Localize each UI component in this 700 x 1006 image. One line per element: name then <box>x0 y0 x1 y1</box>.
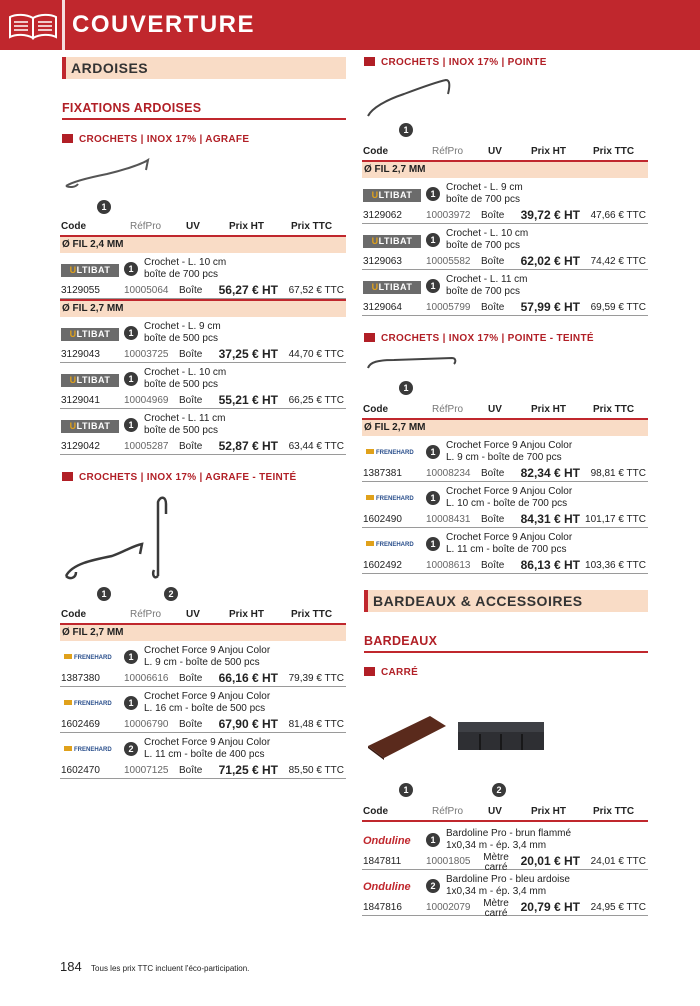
category-crochets-pointe: CROCHETS | INOX 17% | POINTE <box>364 57 547 68</box>
price-ht: 86,13 € HT <box>520 558 580 572</box>
product-image-number: 1 <box>124 372 138 386</box>
product-description: Crochet Force 9 Anjou Color L. 11 cm - boîte de 700 pcs <box>446 532 573 555</box>
product-image-number: 2 <box>426 879 440 893</box>
product-ref: 10005287 <box>124 441 169 452</box>
onduline-logo: Onduline <box>363 835 411 847</box>
product-description: Crochet - L. 9 cm boîte de 500 pcs <box>144 321 221 344</box>
product-image-number: 1 <box>426 491 440 505</box>
product-table <box>60 221 346 455</box>
category-crochets-agrafe-teinte: CROCHETS | INOX 17% | AGRAFE - TEINTÉ <box>62 472 296 483</box>
product-unit: Boîte <box>179 285 203 296</box>
image-badge: 2 <box>492 783 506 797</box>
page-footer <box>60 959 249 974</box>
price-ht: 62,02 € HT <box>520 254 580 268</box>
product-unit: Boîte <box>179 719 203 730</box>
diameter-band: Ø FIL 2,7 MM <box>362 418 648 436</box>
price-ttc: 24,01 € TTC <box>590 856 646 867</box>
table-row <box>362 436 648 482</box>
table-row <box>60 687 346 733</box>
image-badge: 2 <box>164 587 178 601</box>
ultibat-logo: ULTIBAT <box>61 264 119 277</box>
price-ht: 37,25 € HT <box>218 347 278 361</box>
product-code: 3129062 <box>363 210 402 221</box>
price-ht: 57,99 € HT <box>520 300 580 314</box>
price-ht: 84,31 € HT <box>520 512 580 526</box>
frenehard-logo: FRENEHARD <box>61 652 119 665</box>
product-ref: 10008234 <box>426 468 471 479</box>
price-ttc: 66,25 € TTC <box>288 395 344 406</box>
shingle-bleu-image <box>456 718 546 754</box>
table-row <box>60 363 346 409</box>
diameter-band: Ø FIL 2,7 MM <box>60 299 346 317</box>
product-image-number: 1 <box>426 279 440 293</box>
product-code: 3129041 <box>61 395 100 406</box>
page-title: COUVERTURE <box>72 11 256 38</box>
image-badge: 1 <box>399 123 413 137</box>
price-ht: 20,01 € HT <box>520 854 580 868</box>
product-image-number: 2 <box>124 742 138 756</box>
product-description: Bardoline Pro - brun flammé 1x0,34 m - ép. 3,4 mm <box>446 828 572 851</box>
product-image-number: 1 <box>426 445 440 459</box>
product-ref: 10001805 <box>426 856 471 867</box>
shingle-brun-image <box>364 714 448 760</box>
product-unit: Boîte <box>179 349 203 360</box>
product-unit: Mètre carré <box>483 852 509 873</box>
product-description: Crochet Force 9 Anjou Color L. 10 cm - boîte de 700 pcs <box>446 486 573 509</box>
price-ttc: 98,81 € TTC <box>590 468 646 479</box>
product-code: 1602492 <box>363 560 402 571</box>
table-header: Code RéfPro UV Prix HT Prix TTC <box>61 221 333 232</box>
price-ttc: 103,36 € TTC <box>585 560 646 571</box>
price-ht: 67,90 € HT <box>218 717 278 731</box>
ultibat-logo: ULTIBAT <box>363 189 421 202</box>
product-ref: 10007125 <box>124 765 169 776</box>
product-code: 1602469 <box>61 719 100 730</box>
category-crochets-agrafe: CROCHETS | INOX 17% | AGRAFE <box>62 134 249 145</box>
product-ref: 10008431 <box>426 514 471 525</box>
product-image-number: 1 <box>124 418 138 432</box>
table-header: Code RéfPro UV Prix HT Prix TTC <box>363 146 635 157</box>
ultibat-logo: ULTIBAT <box>363 235 421 248</box>
product-code: 3129063 <box>363 256 402 267</box>
table-row <box>362 270 648 316</box>
image-badge: 1 <box>97 587 111 601</box>
subsection-bardeaux: BARDEAUX <box>364 634 438 648</box>
product-description: Crochet - L. 10 cm boîte de 500 pcs <box>144 367 227 390</box>
product-image-number: 1 <box>426 833 440 847</box>
price-ttc: 74,42 € TTC <box>590 256 646 267</box>
price-ttc: 85,50 € TTC <box>288 765 344 776</box>
price-ht: 39,72 € HT <box>520 208 580 222</box>
table-header: Code RéfPro UV Prix HT Prix TTC <box>363 806 635 817</box>
product-unit: Boîte <box>179 395 203 406</box>
diameter-band: Ø FIL 2,7 MM <box>60 623 346 641</box>
category-crochets-pointe-teinte: CROCHETS | INOX 17% | POINTE - TEINTÉ <box>364 333 594 344</box>
price-ttc: 47,66 € TTC <box>590 210 646 221</box>
product-table <box>362 806 648 919</box>
table-row <box>60 253 346 299</box>
product-ref: 10003972 <box>426 210 471 221</box>
product-code: 3129064 <box>363 302 402 313</box>
product-ref: 10004969 <box>124 395 169 406</box>
product-unit: Boîte <box>481 468 505 479</box>
product-image-number: 1 <box>124 262 138 276</box>
product-description: Crochet Force 9 Anjou Color L. 9 cm - boîte de 500 pcs <box>144 645 271 668</box>
product-code: 1602470 <box>61 765 100 776</box>
product-unit: Boîte <box>481 302 505 313</box>
price-ht: 55,21 € HT <box>218 393 278 407</box>
table-row <box>362 824 648 873</box>
product-unit: Boîte <box>179 441 203 452</box>
price-ttc: 24,95 € TTC <box>590 902 646 913</box>
table-row <box>362 528 648 574</box>
product-description: Crochet Force 9 Anjou Color L. 9 cm - boîte de 700 pcs <box>446 440 573 463</box>
product-unit: Boîte <box>481 210 505 221</box>
product-description: Crochet - L. 11 cm boîte de 500 pcs <box>144 413 226 436</box>
product-ref: 10005064 <box>124 285 169 296</box>
price-ht: 82,34 € HT <box>520 466 580 480</box>
product-ref: 10006790 <box>124 719 169 730</box>
ultibat-logo: ULTIBAT <box>61 420 119 433</box>
product-table <box>60 609 346 779</box>
product-unit: Boîte <box>481 514 505 525</box>
product-unit: Boîte <box>481 560 505 571</box>
product-code: 1847816 <box>363 902 402 913</box>
image-badge: 1 <box>97 200 111 214</box>
price-ttc: 81,48 € TTC <box>288 719 344 730</box>
table-row <box>60 641 346 687</box>
section-ardoises: ARDOISES <box>62 57 346 79</box>
frenehard-logo: FRENEHARD <box>363 493 421 506</box>
product-table <box>362 146 648 316</box>
ultibat-logo: ULTIBAT <box>363 281 421 294</box>
price-ttc: 79,39 € TTC <box>288 673 344 684</box>
price-ttc: 69,59 € TTC <box>590 302 646 313</box>
price-ht: 20,79 € HT <box>520 900 580 914</box>
table-row <box>60 409 346 455</box>
product-image-number: 1 <box>426 187 440 201</box>
product-ref: 10005582 <box>426 256 471 267</box>
page-number: 184 <box>60 959 82 974</box>
product-code: 3129055 <box>61 285 100 296</box>
product-ref: 10003725 <box>124 349 169 360</box>
price-ht: 66,16 € HT <box>218 671 278 685</box>
product-unit: Boîte <box>179 673 203 684</box>
product-code: 3129043 <box>61 349 100 360</box>
product-code: 1602490 <box>363 514 402 525</box>
page-header <box>0 0 700 50</box>
ultibat-logo: ULTIBAT <box>61 328 119 341</box>
price-ht: 56,27 € HT <box>218 283 278 297</box>
hook-pointe-teinte-image <box>364 352 460 374</box>
product-description: Crochet Force 9 Anjou Color L. 16 cm - boîte de 500 pcs <box>144 691 271 714</box>
onduline-logo: Onduline <box>363 881 411 893</box>
frenehard-logo: FRENEHARD <box>61 744 119 757</box>
price-ht: 52,87 € HT <box>218 439 278 453</box>
footer-note: Tous les prix TTC incluent l'éco-participation. <box>91 964 250 973</box>
product-description: Crochet - L. 11 cm boîte de 700 pcs <box>446 274 528 297</box>
product-code: 1387380 <box>61 673 100 684</box>
product-unit: Boîte <box>179 765 203 776</box>
diameter-band: Ø FIL 2,7 MM <box>362 160 648 178</box>
table-row <box>362 178 648 224</box>
table-row <box>60 317 346 363</box>
diameter-band: Ø FIL 2,4 MM <box>60 235 346 253</box>
product-description: Crochet - L. 10 cm boîte de 700 pcs <box>446 228 529 251</box>
product-ref: 10008613 <box>426 560 471 571</box>
category-carre: CARRÉ <box>364 667 418 678</box>
subsection-fixations-ardoises: FIXATIONS ARDOISES <box>62 101 202 115</box>
table-row <box>362 482 648 528</box>
price-ttc: 44,70 € TTC <box>288 349 344 360</box>
ultibat-logo: ULTIBAT <box>61 374 119 387</box>
product-image-number: 1 <box>124 326 138 340</box>
table-header: Code RéfPro UV Prix HT Prix TTC <box>61 609 333 620</box>
product-code: 1387381 <box>363 468 402 479</box>
frenehard-logo: FRENEHARD <box>363 447 421 460</box>
hook-agrafe-image <box>62 156 152 192</box>
frenehard-logo: FRENEHARD <box>61 698 119 711</box>
product-code: 1847811 <box>363 856 402 867</box>
product-image-number: 1 <box>426 233 440 247</box>
product-ref: 10006616 <box>124 673 169 684</box>
product-unit: Boîte <box>481 256 505 267</box>
image-badge: 1 <box>399 783 413 797</box>
section-bardeaux-accessoires: BARDEAUX & ACCESSOIRES <box>364 590 648 612</box>
product-description: Crochet Force 9 Anjou Color L. 11 cm - boîte de 400 pcs <box>144 737 271 760</box>
product-description: Crochet - L. 9 cm boîte de 700 pcs <box>446 182 523 205</box>
product-description: Crochet - L. 10 cm boîte de 700 pcs <box>144 257 227 280</box>
product-image-number: 1 <box>426 537 440 551</box>
price-ht: 71,25 € HT <box>218 763 278 777</box>
product-code: 3129042 <box>61 441 100 452</box>
table-header: Code RéfPro UV Prix HT Prix TTC <box>363 404 635 415</box>
hook-agrafe-teinte-image <box>62 494 182 584</box>
table-row <box>362 224 648 270</box>
product-image-number: 1 <box>124 696 138 710</box>
price-ttc: 67,52 € TTC <box>288 285 344 296</box>
product-image-number: 1 <box>124 650 138 664</box>
product-unit: Mètre carré <box>483 898 509 919</box>
open-book-icon <box>8 12 58 40</box>
price-ttc: 63,44 € TTC <box>288 441 344 452</box>
frenehard-logo: FRENEHARD <box>363 539 421 552</box>
price-ttc: 101,17 € TTC <box>585 514 646 525</box>
product-table <box>362 404 648 574</box>
product-ref: 10002079 <box>426 902 471 913</box>
image-badge: 1 <box>399 381 413 395</box>
table-row <box>362 870 648 919</box>
hook-pointe-image <box>364 76 454 120</box>
product-description: Bardoline Pro - bleu ardoise 1x0,34 m - ép. 3,4 mm <box>446 874 570 897</box>
product-ref: 10005799 <box>426 302 471 313</box>
table-row <box>60 733 346 779</box>
